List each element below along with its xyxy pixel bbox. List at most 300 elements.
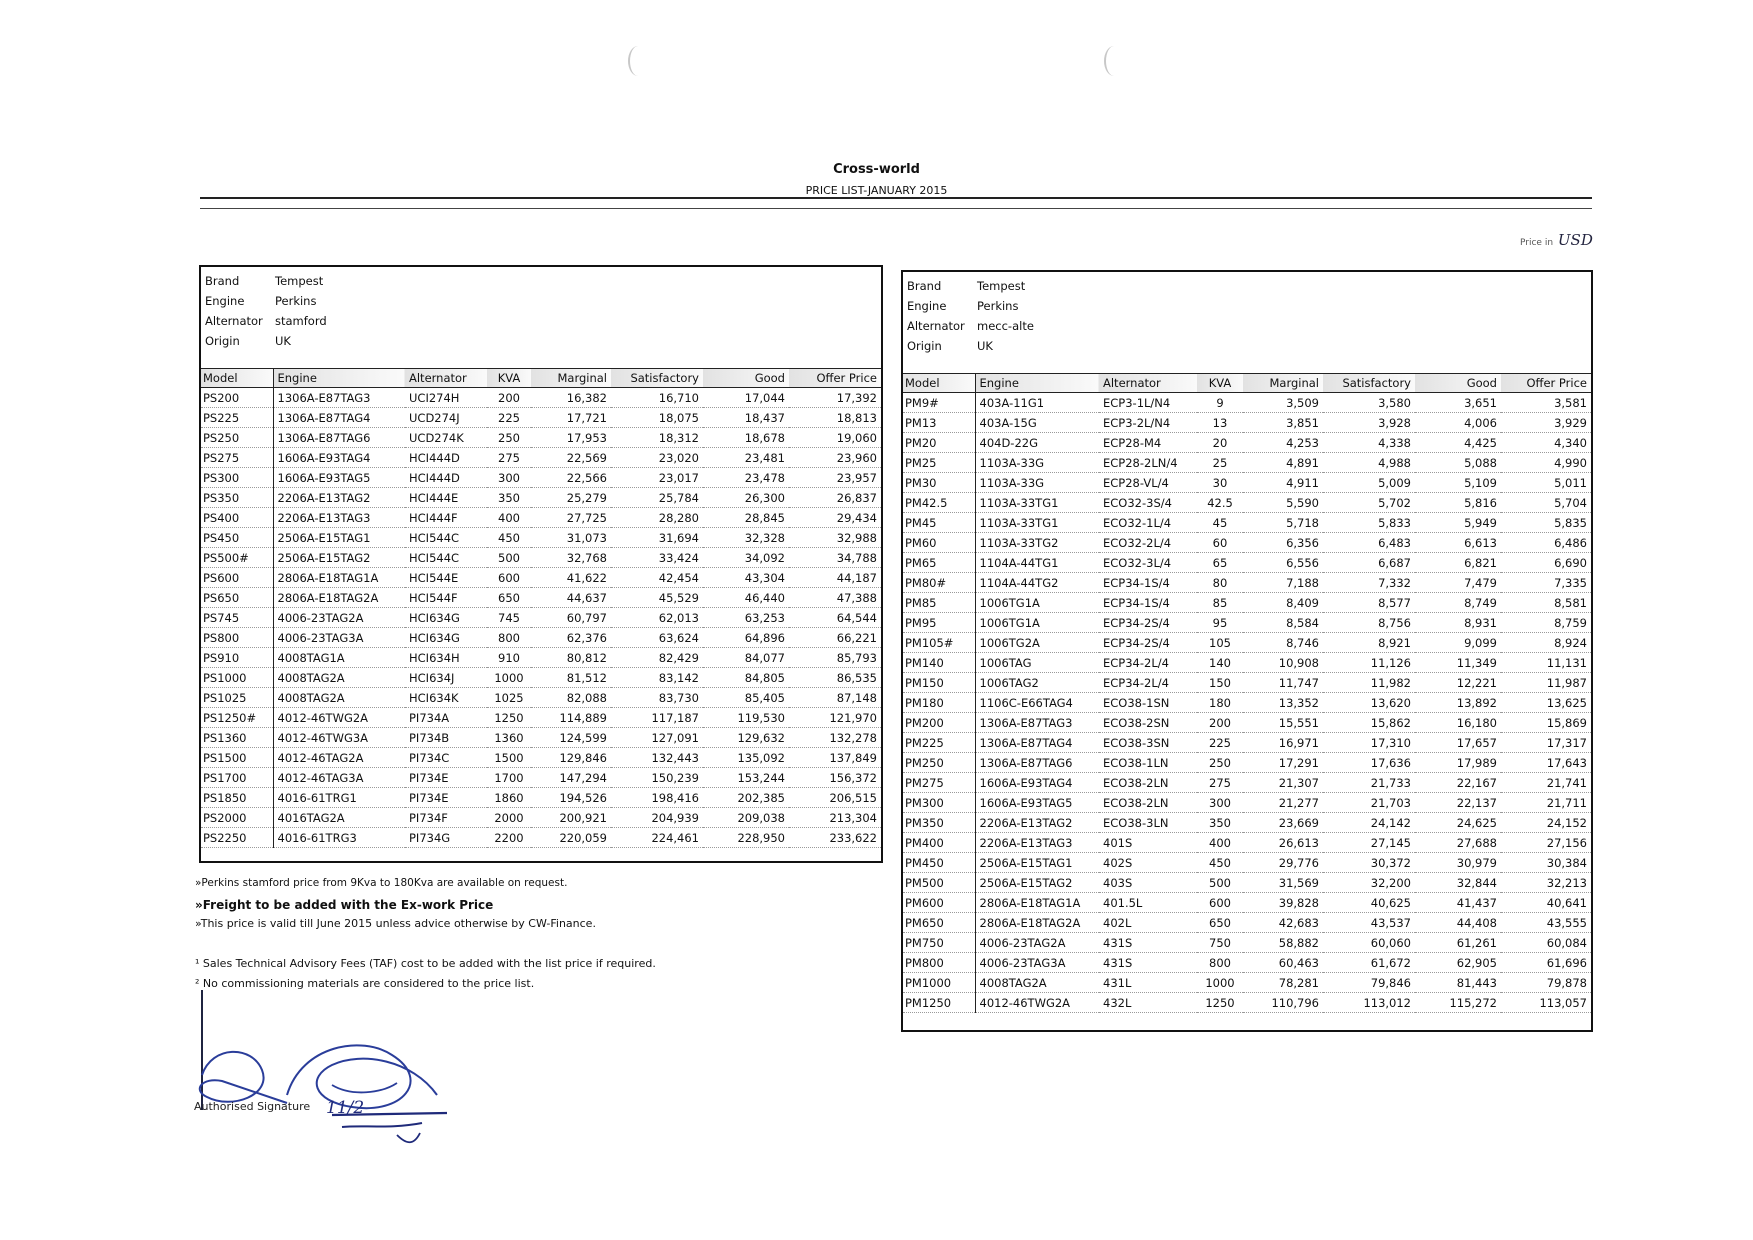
table-cell: 105 [1197,633,1243,653]
table-row [201,488,881,508]
table-cell: 1103A-33G [975,473,1099,493]
table-cell: 204,939 [611,808,703,828]
table-cell: 2506A-E15TAG1 [273,528,405,548]
table-cell: 42,683 [1243,913,1323,933]
table-cell: 6,556 [1243,553,1323,573]
info-value: Tempest [275,274,324,288]
table-cell: PM225 [903,733,975,753]
table-cell: 110,796 [1243,993,1323,1013]
table-cell: PI734C [405,748,487,768]
info-value: stamford [275,314,327,328]
info-key: Origin [205,334,240,348]
table-row [903,593,1591,613]
table-cell: PM95 [903,613,975,633]
table-cell: HCI634J [405,668,487,688]
table-cell: 17,721 [531,408,611,428]
table-row [903,553,1591,573]
table-cell: 121,970 [789,708,881,728]
table-cell: 224,461 [611,828,703,848]
table-cell: 225 [1197,733,1243,753]
table-cell: 15,551 [1243,713,1323,733]
table-cell: 1306A-E87TAG3 [975,713,1099,733]
table-cell: 4006-23TAG2A [975,933,1099,953]
table-cell: 401.5L [1099,893,1197,913]
table-cell: ECP34-2S/4 [1099,633,1197,653]
table-cell: 6,613 [1415,533,1501,553]
table-cell: HCI444E [405,488,487,508]
table-cell: 2206A-E13TAG3 [975,833,1099,853]
table-cell: 23,478 [703,468,789,488]
table-row [201,508,881,528]
table-cell: 6,821 [1415,553,1501,573]
table-cell: 83,142 [611,668,703,688]
table-cell: 17,643 [1501,753,1591,773]
table-cell: 431S [1099,953,1197,973]
table-cell: 11,126 [1323,653,1415,673]
table-cell: 450 [1197,853,1243,873]
table-cell: ECP34-2L/4 [1099,653,1197,673]
column-header: Offer Price [1501,374,1591,393]
table-cell: 4,006 [1415,413,1501,433]
table-cell: 41,622 [531,568,611,588]
table-cell: 60,797 [531,608,611,628]
column-header: Model [903,374,975,393]
punch-mark-right [1104,46,1124,76]
note-commissioning: ² No commissioning materials are considered to the price list. [195,977,535,990]
table-cell: 3,928 [1323,413,1415,433]
table-cell: 2806A-E18TAG2A [975,913,1099,933]
table-cell: 4008TAG2A [273,688,405,708]
table-cell: 13,352 [1243,693,1323,713]
table-cell: 3,651 [1415,393,1501,413]
table-cell: 32,200 [1323,873,1415,893]
table-cell: ECP28-M4 [1099,433,1197,453]
table-cell: HCI634K [405,688,487,708]
table-cell: 1006TG2A [975,633,1099,653]
table-cell: 85,793 [789,648,881,668]
table-cell: 4012-46TWG3A [273,728,405,748]
table-cell: 213,304 [789,808,881,828]
table-cell: 60,060 [1323,933,1415,953]
table-cell: 17,044 [703,388,789,408]
table-cell: 4,340 [1501,433,1591,453]
table-cell: 63,253 [703,608,789,628]
table-cell: 404D-22G [975,433,1099,453]
table-cell: 7,332 [1323,573,1415,593]
table-cell: 1250 [1197,993,1243,1013]
table-cell: 5,833 [1323,513,1415,533]
table-cell: 21,703 [1323,793,1415,813]
table-row [903,913,1591,933]
table-cell: 61,261 [1415,933,1501,953]
table-cell: 27,725 [531,508,611,528]
table-cell: 200,921 [531,808,611,828]
info-key: Origin [907,339,942,353]
table-cell: 28,845 [703,508,789,528]
table-cell: PS200 [201,388,273,408]
table-cell: 45 [1197,513,1243,533]
table-cell: 2506A-E15TAG2 [975,873,1099,893]
info-value: Perkins [275,294,317,308]
table-cell: 32,328 [703,528,789,548]
table-row [903,633,1591,653]
table-row [903,793,1591,813]
table-cell: 140 [1197,653,1243,673]
table-row [201,648,881,668]
table-cell: 124,599 [531,728,611,748]
table-cell: 17,636 [1323,753,1415,773]
table-cell: 1306A-E87TAG4 [273,408,405,428]
table-cell: 21,277 [1243,793,1323,813]
table-cell: 17,657 [1415,733,1501,753]
table-cell: ECP34-1S/4 [1099,573,1197,593]
table-cell: HCI444D [405,468,487,488]
table-cell: 65 [1197,553,1243,573]
table-cell: 6,356 [1243,533,1323,553]
column-header: Alternator [1099,374,1197,393]
table-cell: 8,581 [1501,593,1591,613]
column-header: Satisfactory [611,369,703,388]
table-cell: 114,889 [531,708,611,728]
table-cell: PI734A [405,708,487,728]
table-cell: 34,788 [789,548,881,568]
table-cell: ECO38-1SN [1099,693,1197,713]
table-cell: 16,180 [1415,713,1501,733]
table-cell: 745 [487,608,531,628]
table-cell: PS275 [201,448,273,468]
table-cell: 1606A-E93TAG5 [273,468,405,488]
table-cell: 22,167 [1415,773,1501,793]
info-value: UK [275,334,291,348]
table-cell: PM200 [903,713,975,733]
table-cell: 2506A-E15TAG2 [273,548,405,568]
table-cell: PM400 [903,833,975,853]
table-cell: 147,294 [531,768,611,788]
table-cell: 18,075 [611,408,703,428]
table-cell: 31,073 [531,528,611,548]
table-cell: 225 [487,408,531,428]
table-cell: 3,851 [1243,413,1323,433]
table-row [201,388,881,408]
table-cell: 1006TG1A [975,613,1099,633]
table-cell: PS745 [201,608,273,628]
table-cell: PS1025 [201,688,273,708]
table-cell: 4008TAG1A [273,648,405,668]
table-cell: 228,950 [703,828,789,848]
table-cell: PS1700 [201,768,273,788]
table-cell: 62,376 [531,628,611,648]
table-cell: 29,434 [789,508,881,528]
table-cell: 43,555 [1501,913,1591,933]
table-cell: HCI544C [405,528,487,548]
column-header: Model [201,369,273,388]
table-cell: PI734B [405,728,487,748]
table-row [903,973,1591,993]
table-cell: 63,624 [611,628,703,648]
table-cell: PM350 [903,813,975,833]
table-cell: 80 [1197,573,1243,593]
table-cell: 11,982 [1323,673,1415,693]
table-cell: 3,509 [1243,393,1323,413]
table-row [201,828,881,848]
table-cell: 432L [1099,993,1197,1013]
table-cell: 24,152 [1501,813,1591,833]
header-divider [200,197,1592,199]
table-cell: 209,038 [703,808,789,828]
table-cell: HCI634G [405,628,487,648]
table-cell: 1103A-33TG1 [975,513,1099,533]
table-cell: 6,483 [1323,533,1415,553]
table-cell: 27,688 [1415,833,1501,853]
table-cell: 600 [1197,893,1243,913]
table-cell: 194,526 [531,788,611,808]
table-cell: 7,335 [1501,573,1591,593]
table-cell: 7,479 [1415,573,1501,593]
table-cell: 4,990 [1501,453,1591,473]
table-row [903,933,1591,953]
table-cell: 4012-46TWG2A [273,708,405,728]
info-key: Brand [907,279,942,293]
table-cell: 1006TG1A [975,593,1099,613]
table-cell: 8,746 [1243,633,1323,653]
table-cell: 150 [1197,673,1243,693]
table-row [201,468,881,488]
table-cell: PM800 [903,953,975,973]
table-cell: 61,696 [1501,953,1591,973]
table-cell: 4016TAG2A [273,808,405,828]
table-row [903,393,1591,413]
table-cell: 233,622 [789,828,881,848]
table-cell: HCI444D [405,448,487,468]
table-row [201,628,881,648]
table-cell: 3,580 [1323,393,1415,413]
table-cell: 17,291 [1243,753,1323,773]
table-row [903,473,1591,493]
table-row [201,728,881,748]
table-cell: 2200 [487,828,531,848]
table-cell: 4,911 [1243,473,1323,493]
table-cell: HCI544C [405,548,487,568]
table-cell: PS1360 [201,728,273,748]
table-cell: 8,921 [1323,633,1415,653]
table-row [903,953,1591,973]
table-cell: 2206A-E13TAG2 [975,813,1099,833]
table-cell: 1606A-E93TAG4 [273,448,405,468]
table-cell: 275 [1197,773,1243,793]
price-list-subtitle: PRICE LIST-JANUARY 2015 [805,184,948,197]
table-cell: 4,988 [1323,453,1415,473]
table-cell: 129,846 [531,748,611,768]
table-cell: PM60 [903,533,975,553]
table-cell: 13,625 [1501,693,1591,713]
table-cell: 2000 [487,808,531,828]
table-cell: 3,929 [1501,413,1591,433]
table-cell: 1606A-E93TAG5 [975,793,1099,813]
table-cell: ECP34-2S/4 [1099,613,1197,633]
table-cell: 401S [1099,833,1197,853]
column-header: Engine [975,374,1099,393]
table-cell: PS2000 [201,808,273,828]
table-row [201,808,881,828]
table-cell: 5,949 [1415,513,1501,533]
table-cell: 13,620 [1323,693,1415,713]
price-in-currency-handwritten: USD [1557,231,1593,249]
table-cell: 79,878 [1501,973,1591,993]
table-cell: PM1000 [903,973,975,993]
table-cell: 66,221 [789,628,881,648]
table-cell: ECO38-3LN [1099,813,1197,833]
table-cell: 20 [1197,433,1243,453]
table-cell: 119,530 [703,708,789,728]
table-cell: 17,317 [1501,733,1591,753]
table-cell: PI734G [405,828,487,848]
table-cell: PM45 [903,513,975,533]
table-cell: PS250 [201,428,273,448]
table-cell: 8,756 [1323,613,1415,633]
table-cell: PM65 [903,553,975,573]
column-header: Satisfactory [1323,374,1415,393]
table-cell: 23,960 [789,448,881,468]
table-cell: 4012-46TAG3A [273,768,405,788]
table-cell: 1250 [487,708,531,728]
table-row [903,573,1591,593]
table-row [903,513,1591,533]
table-cell: 4,338 [1323,433,1415,453]
table-cell: 60 [1197,533,1243,553]
table-cell: 22,566 [531,468,611,488]
table-cell: 25,279 [531,488,611,508]
table-cell: 13,892 [1415,693,1501,713]
table-cell: 2506A-E15TAG1 [975,853,1099,873]
table-cell: PS910 [201,648,273,668]
table-cell: 2806A-E18TAG1A [975,893,1099,913]
table-cell: 1103A-33TG1 [975,493,1099,513]
table-cell: 31,569 [1243,873,1323,893]
table-cell: 1104A-44TG1 [975,553,1099,573]
table-cell: 9,099 [1415,633,1501,653]
table-cell: 4016-61TRG3 [273,828,405,848]
table-cell: UCD274J [405,408,487,428]
table-cell: 10,908 [1243,653,1323,673]
table-cell: 1000 [487,668,531,688]
price-grid-mecc-alte [903,373,1591,1013]
table-cell: 156,372 [789,768,881,788]
table-cell: ECO38-3SN [1099,733,1197,753]
table-cell: 24,142 [1323,813,1415,833]
table-cell: 800 [487,628,531,648]
column-header: Marginal [531,369,611,388]
table-cell: PM80# [903,573,975,593]
table-cell: 43,304 [703,568,789,588]
table-cell: 86,535 [789,668,881,688]
table-cell: 9 [1197,393,1243,413]
table-row [903,533,1591,553]
note-freight: »Freight to be added with the Ex-work Price [195,898,494,912]
table-cell: 83,730 [611,688,703,708]
table-cell: 198,416 [611,788,703,808]
table-cell: 23,017 [611,468,703,488]
table-cell: PM13 [903,413,975,433]
table-cell: 115,272 [1415,993,1501,1013]
table-cell: 18,813 [789,408,881,428]
price-table-stamford [199,265,883,863]
table-cell: 44,637 [531,588,611,608]
table-cell: 27,145 [1323,833,1415,853]
table-cell: 300 [1197,793,1243,813]
table-cell: ECO38-1LN [1099,753,1197,773]
table-cell: 32,768 [531,548,611,568]
table-cell: 6,687 [1323,553,1415,573]
table-cell: 600 [487,568,531,588]
table-row [201,788,881,808]
column-header: Alternator [405,369,487,388]
table-cell: 17,392 [789,388,881,408]
table-cell: 5,109 [1415,473,1501,493]
table-cell: 500 [1197,873,1243,893]
table-cell: 80,812 [531,648,611,668]
table-cell: 1106C-E66TAG4 [975,693,1099,713]
signature-label: Authorised Signature [194,1100,311,1113]
table-cell: PS1250# [201,708,273,728]
table-cell: 1700 [487,768,531,788]
table-cell: 11,131 [1501,653,1591,673]
table-cell: HCI544F [405,588,487,608]
table-cell: 84,077 [703,648,789,668]
table-cell: 250 [487,428,531,448]
table-cell: 1500 [487,748,531,768]
signature-scribble [192,985,462,1155]
table-cell: 403A-11G1 [975,393,1099,413]
table-cell: 32,844 [1415,873,1501,893]
header-divider-thin [200,208,1592,209]
table-cell: 300 [487,468,531,488]
table-cell: 82,088 [531,688,611,708]
table-cell: PS300 [201,468,273,488]
table-row [201,548,881,568]
table-cell: PM180 [903,693,975,713]
table-cell: 30 [1197,473,1243,493]
table-cell: 29,776 [1243,853,1323,873]
table-row [903,773,1591,793]
table-cell: 403A-15G [975,413,1099,433]
table-cell: PI734E [405,788,487,808]
table-cell: UCD274K [405,428,487,448]
table-cell: 8,931 [1415,613,1501,633]
table-cell: 16,382 [531,388,611,408]
table-cell: 400 [1197,833,1243,853]
info-key: Alternator [907,319,965,333]
table-cell: 2806A-E18TAG2A [273,588,405,608]
table-cell: 8,759 [1501,613,1591,633]
table-cell: PM1250 [903,993,975,1013]
table-cell: 32,213 [1501,873,1591,893]
table-cell: PM85 [903,593,975,613]
table-cell: 45,529 [611,588,703,608]
table-cell: 82,429 [611,648,703,668]
table-cell: 5,590 [1243,493,1323,513]
column-header: Good [1415,374,1501,393]
table-cell: 31,694 [611,528,703,548]
table-cell: 1306A-E87TAG4 [975,733,1099,753]
table-cell: 39,828 [1243,893,1323,913]
table-cell: 1306A-E87TAG6 [975,753,1099,773]
table-row [903,673,1591,693]
table-cell: 113,057 [1501,993,1591,1013]
table-cell: 1306A-E87TAG3 [273,388,405,408]
note-perkins-stamford: »Perkins stamford price from 9Kva to 180Kva are available on request. [195,877,568,889]
table-row [201,448,881,468]
table-row [903,693,1591,713]
